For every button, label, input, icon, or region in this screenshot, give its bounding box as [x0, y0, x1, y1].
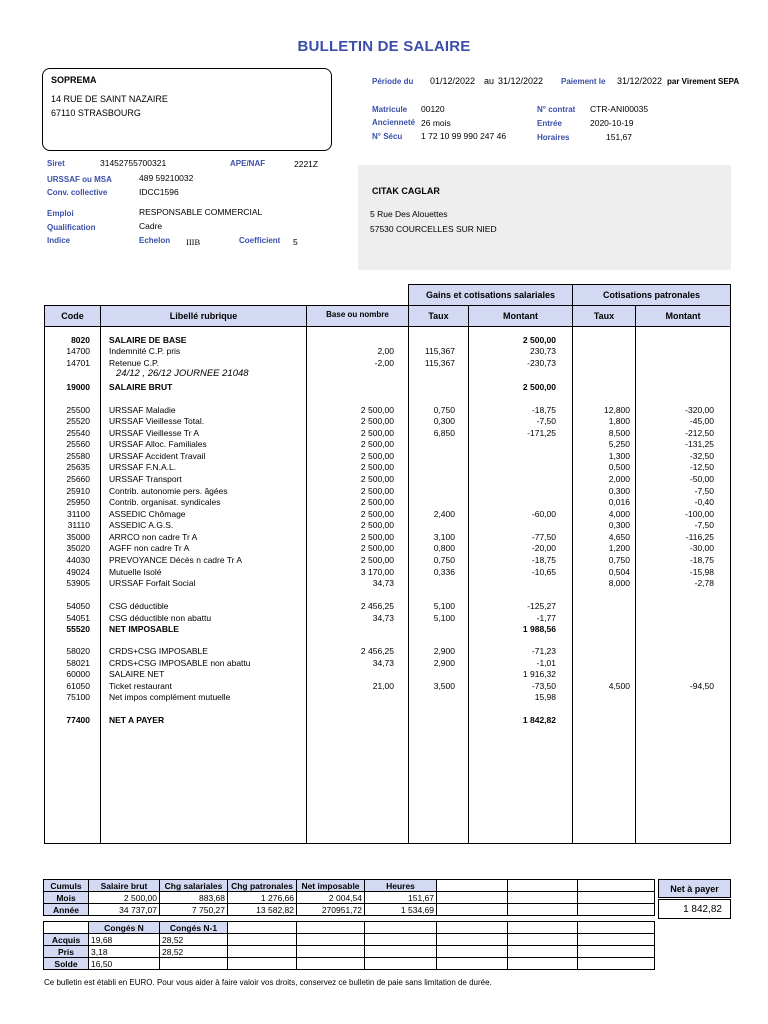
row-montant: 1 842,82: [522, 715, 556, 725]
row-label: Ticket restaurant: [109, 681, 172, 691]
row-label: URSSAF Accident Travail: [109, 451, 206, 461]
conges-solde-label: Solde: [44, 958, 89, 970]
conges-table: [43, 921, 655, 970]
row-code: 25520: [66, 416, 90, 426]
row-montant: -1,77: [536, 613, 556, 623]
conges-empty-cell: [365, 958, 437, 970]
anciennete-label: Ancienneté: [372, 118, 416, 127]
row-montant-patronal: -7,50: [694, 486, 714, 496]
row-montant: -171,25: [527, 428, 556, 438]
row-montant-patronal: -45,00: [689, 416, 714, 426]
row-montant: -10,65: [531, 567, 556, 577]
cumuls-annee-row: [44, 904, 655, 916]
conges-cell: 28,52: [160, 946, 228, 958]
row-montant-patronal: -94,50: [689, 681, 714, 691]
qualif-value: Cadre: [139, 221, 163, 231]
col-base-header: Base ou nombre: [306, 305, 409, 327]
row-montant-patronal: -12,50: [689, 462, 714, 472]
horaires-label: Horaires: [537, 133, 570, 142]
row-base: 2,00: [377, 346, 394, 356]
conges-empty-cell: [508, 958, 578, 970]
row-label: Contrib. autonomie pers. âgées: [109, 486, 228, 496]
employer-address-1: 14 RUE DE SAINT NAZAIRE: [51, 94, 168, 104]
conv-label: Conv. collective: [47, 188, 108, 197]
cumuls-empty-cell: [508, 904, 578, 916]
entree-value: 2020-10-19: [590, 118, 634, 128]
row-taux: 2,900: [433, 646, 455, 656]
row-taux: 0,750: [433, 405, 455, 415]
row-code: 53905: [66, 578, 90, 588]
indice-label: Indice: [47, 236, 71, 245]
row-label: URSSAF Vieillesse Tr A: [109, 428, 200, 438]
row-montant: 1 988,56: [522, 624, 556, 634]
row-label: URSSAF Alloc. Familiales: [109, 439, 207, 449]
conges-empty-cell: [578, 946, 655, 958]
row-montant: -60,00: [531, 509, 556, 519]
row-base: 2 500,00: [360, 509, 394, 519]
conges-empty-cell: [578, 922, 655, 934]
row-montant-patronal: -7,50: [694, 520, 714, 530]
conges-cell: 28,52: [160, 934, 228, 946]
row-label: URSSAF Vieillesse Total.: [109, 416, 205, 426]
cumuls-empty-cell: [437, 880, 508, 892]
row-taux: 3,100: [433, 532, 455, 542]
row-taux-patronal: 4,000: [608, 509, 630, 519]
conges-empty-cell: [578, 934, 655, 946]
row-montant: 2 500,00: [522, 382, 556, 392]
conges-acquis-row: [44, 934, 655, 946]
paiement-label: Paiement le: [561, 77, 606, 86]
row-code: 35000: [66, 532, 90, 542]
cumuls-header: Cumuls: [44, 880, 89, 892]
row-code: 25560: [66, 439, 90, 449]
row-taux-patronal: 1,800: [608, 416, 630, 426]
row-label: NET IMPOSABLE: [109, 624, 179, 634]
paiement-date: 31/12/2022: [617, 76, 663, 86]
contrat-value: CTR-ANI00035: [590, 104, 649, 114]
cumuls-cell: 34 737,07: [89, 904, 160, 916]
row-label: CRDS+CSG IMPOSABLE: [109, 646, 208, 656]
row-base: 2 500,00: [360, 543, 394, 553]
row-montant-patronal: -18,75: [689, 555, 714, 565]
cumuls-annee-label: Année: [44, 904, 89, 916]
conges-cell: [160, 958, 228, 970]
siret-label: Siret: [47, 159, 65, 168]
row-code: 25910: [66, 486, 90, 496]
row-code: 14700: [66, 346, 90, 356]
row-montant: -20,00: [531, 543, 556, 553]
conges-empty-cell: [228, 946, 297, 958]
cumuls-cell: 2 500,00: [89, 892, 160, 904]
row-taux: 5,100: [433, 601, 455, 611]
conges-empty-cell: [228, 958, 297, 970]
row-base: 2 500,00: [360, 405, 394, 415]
cumuls-cell: 883,68: [160, 892, 228, 904]
row-montant: 1 916,32: [522, 669, 556, 679]
footer-note: Ce bulletin est établi en EURO. Pour vous aider à faire valoir vos droits, conservez ce bulletin de paie sans limitation de durée.: [44, 978, 492, 987]
row-base: 2 500,00: [360, 462, 394, 472]
urssaf-label: URSSAF ou MSA: [47, 175, 112, 184]
row-base: -2,00: [374, 358, 394, 368]
row-base: 2 500,00: [360, 416, 394, 426]
row-label: Mutuelle Isolé: [109, 567, 162, 577]
row-code: 25635: [66, 462, 90, 472]
col-taux-header: Taux: [408, 305, 469, 327]
emploi-value: RESPONSABLE COMMERCIAL: [139, 207, 263, 217]
cumuls-empty-cell: [578, 904, 655, 916]
row-taux-patronal: 4,650: [608, 532, 630, 542]
row-taux: 0,800: [433, 543, 455, 553]
emploi-label: Emploi: [47, 209, 74, 218]
cumuls-header: Chg salariales: [160, 880, 228, 892]
row-code: 25660: [66, 474, 90, 484]
row-label: NET A PAYER: [109, 715, 165, 725]
conges-pris-label: Pris: [44, 946, 89, 958]
apenaf-value: 2221Z: [294, 159, 319, 169]
row-montant-patronal: -131,25: [685, 439, 714, 449]
row-base: 2 500,00: [360, 555, 394, 565]
group-patronal-header: Cotisations patronales: [572, 284, 731, 306]
document-title: BULLETIN DE SALAIRE: [297, 38, 471, 55]
conges-empty-cell: [365, 922, 437, 934]
cumuls-empty-cell: [578, 880, 655, 892]
echelon-value: IIIB: [186, 237, 201, 247]
row-base: 2 500,00: [360, 439, 394, 449]
cumuls-empty-cell: [508, 892, 578, 904]
coefficient-value: 5: [293, 237, 298, 247]
cumuls-cell: 270951,72: [297, 904, 365, 916]
row-code: 77400: [66, 715, 90, 725]
row-base: 2 456,25: [360, 646, 394, 656]
row-label: URSSAF Forfait Social: [109, 578, 196, 588]
row-montant-patronal: -100,00: [685, 509, 714, 519]
entree-label: Entrée: [537, 119, 562, 128]
paiement-mode: par Virement SEPA: [667, 77, 740, 86]
periode-to: 31/12/2022: [498, 76, 544, 86]
cumuls-cell: 7 750,27: [160, 904, 228, 916]
row-base: 2 456,25: [360, 601, 394, 611]
conges-empty-cell: [437, 934, 508, 946]
cumuls-empty-cell: [508, 880, 578, 892]
row-taux: 6,850: [433, 428, 455, 438]
cumuls-cell: 2 004,54: [297, 892, 365, 904]
row-taux: 3,500: [433, 681, 455, 691]
row-taux: 2,400: [433, 509, 455, 519]
coefficient-label: Coefficient: [239, 236, 281, 245]
row-code: 54051: [66, 613, 90, 623]
conges-empty-cell: [437, 922, 508, 934]
qualif-label: Qualification: [47, 223, 96, 232]
conges-empty-cell: [437, 946, 508, 958]
row-taux: 5,100: [433, 613, 455, 623]
row-code: 44030: [66, 555, 90, 565]
horaires-value: 151,67: [606, 132, 632, 142]
row-code: 25950: [66, 497, 90, 507]
conges-pris-row: [44, 946, 655, 958]
conges-empty-cell: [365, 946, 437, 958]
row-code: 31110: [67, 520, 90, 530]
row-label: CSG déductible non abattu: [109, 613, 212, 623]
conges-solde-row: [44, 958, 655, 970]
row-taux-patronal: 1,300: [608, 451, 630, 461]
row-base: 2 500,00: [360, 451, 394, 461]
row-code: 19000: [66, 382, 90, 392]
conges-acquis-label: Acquis: [44, 934, 89, 946]
conges-empty-cell: [365, 934, 437, 946]
matricule-label: Matricule: [372, 105, 408, 114]
employee-address-2: 57530 COURCELLES SUR NIED: [370, 224, 497, 234]
employee-name: CITAK CAGLAR: [372, 186, 440, 196]
row-montant: -230,73: [527, 358, 556, 368]
row-base: 34,73: [372, 578, 394, 588]
row-taux: 115,367: [424, 346, 455, 356]
employee-address-1: 5 Rue Des Alouettes: [370, 209, 448, 219]
row-label: Net impos complément mutuelle: [109, 692, 231, 702]
row-label: ASSEDIC Chômage: [109, 509, 186, 519]
row-montant: -7,50: [536, 416, 556, 426]
conges-empty-cell: [297, 934, 365, 946]
cumuls-table: [43, 879, 655, 916]
row-code: 31100: [66, 509, 90, 519]
siret-value: 31452755700321: [100, 158, 167, 168]
col-libelle-header: Libellé rubrique: [100, 305, 307, 327]
col-montant-p-header: Montant: [635, 305, 731, 327]
row-taux-patronal: 0,016: [608, 497, 630, 507]
periode-au-label: au: [484, 76, 495, 86]
row-label: Contrib. organisat. syndicales: [109, 497, 221, 507]
row-taux-patronal: 2,000: [608, 474, 630, 484]
cumuls-empty-cell: [437, 892, 508, 904]
row-label: ASSEDIC A.G.S.: [109, 520, 174, 530]
row-taux-patronal: 1,200: [608, 543, 630, 553]
row-label: CRDS+CSG IMPOSABLE non abattu: [109, 658, 251, 668]
conges-header-row: [44, 922, 655, 934]
row-montant: -18,75: [531, 405, 556, 415]
col-montant-header: Montant: [468, 305, 573, 327]
echelon-label: Echelon: [139, 236, 171, 245]
row-code: 58020: [66, 646, 90, 656]
row-base: 2 500,00: [360, 520, 394, 530]
row-montant: -1,01: [536, 658, 556, 668]
row-code: 25500: [66, 405, 90, 415]
row-label: PREVOYANCE Décès n cadre Tr A: [109, 555, 243, 565]
row-code: 58021: [66, 658, 90, 668]
matricule-value: 00120: [421, 104, 445, 114]
conv-value: IDCC1596: [139, 187, 179, 197]
conges-empty-cell: [508, 946, 578, 958]
cumuls-header-row: [44, 880, 655, 892]
row-code: 14701: [66, 358, 90, 368]
row-montant-patronal: -32,50: [689, 451, 714, 461]
conges-header: Congés N-1: [160, 922, 228, 934]
urssaf-value: 489 59210032: [139, 173, 194, 183]
conges-empty-cell: [297, 958, 365, 970]
cumuls-cell: 1 276,66: [228, 892, 297, 904]
row-montant-patronal: -116,25: [685, 532, 714, 542]
row-taux-patronal: 4,500: [608, 681, 630, 691]
row-montant-patronal: -0,40: [694, 497, 714, 507]
cumuls-mois-label: Mois: [44, 892, 89, 904]
row-taux-patronal: 0,300: [608, 520, 630, 530]
row-code: 61050: [66, 681, 90, 691]
row-taux: 0,750: [433, 555, 455, 565]
row-montant-patronal: -30,00: [689, 543, 714, 553]
row-label: URSSAF Maladie: [109, 405, 176, 415]
row-label: URSSAF F.N.A.L.: [109, 462, 177, 472]
row-taux-patronal: 8,000: [608, 578, 630, 588]
row-label: SALAIRE BRUT: [109, 382, 173, 392]
contrat-label: N° contrat: [537, 105, 576, 114]
conges-cell: 16,50: [89, 958, 160, 970]
row-montant: -71,23: [531, 646, 556, 656]
row-base: 2 500,00: [360, 497, 394, 507]
anciennete-value: 26 mois: [421, 118, 451, 128]
row-montant-patronal: -50,00: [689, 474, 714, 484]
conges-empty-cell: [508, 922, 578, 934]
cumuls-header: Chg patronales: [228, 880, 297, 892]
row-label: AGFF non cadre Tr A: [109, 543, 190, 553]
col-code-header: Code: [44, 305, 101, 327]
conges-empty-cell: [437, 958, 508, 970]
row-label: Retenue C.P.: [109, 358, 159, 368]
row-base: 2 500,00: [360, 532, 394, 542]
apenaf-label: APE/NAF: [230, 159, 266, 168]
conges-cell: 3,18: [89, 946, 160, 958]
conges-empty-cell: [578, 958, 655, 970]
row-taux: 0,336: [433, 567, 455, 577]
cumuls-cell: 13 582,82: [228, 904, 297, 916]
row-montant-patronal: -212,50: [685, 428, 714, 438]
cumuls-empty-cell: [437, 904, 508, 916]
row-base: 34,73: [372, 658, 394, 668]
row-montant: 2 500,00: [522, 335, 556, 345]
cumuls-header: Net imposable: [297, 880, 365, 892]
row-base: 2 500,00: [360, 486, 394, 496]
comment-line: 24/12 , 26/12 JOURNEE 21048: [116, 368, 249, 379]
row-taux-patronal: 0,500: [608, 462, 630, 472]
cumuls-mois-row: [44, 892, 655, 904]
conges-header: Congés N: [89, 922, 160, 934]
row-montant: -125,27: [527, 601, 556, 611]
row-code: 25580: [66, 451, 90, 461]
row-base: 34,73: [372, 613, 394, 623]
row-label: CSG déductible: [109, 601, 169, 611]
row-label: Indemnité C.P. pris: [109, 346, 181, 356]
row-taux-patronal: 0,504: [608, 567, 630, 577]
row-code: 55520: [66, 624, 90, 634]
conges-empty-cell: [297, 922, 365, 934]
net-a-payer-label: Net à payer: [658, 879, 731, 898]
row-code: 60000: [66, 669, 90, 679]
secu-value: 1 72 10 99 990 247 46: [421, 131, 507, 141]
periode-label: Période du: [372, 77, 414, 86]
cumuls-cell: 1 534,69: [365, 904, 437, 916]
group-salarial-header: Gains et cotisations salariales: [408, 284, 573, 306]
row-code: 25540: [66, 428, 90, 438]
row-taux: 2,900: [433, 658, 455, 668]
row-taux: 115,367: [424, 358, 455, 368]
row-base: 3 170,00: [360, 567, 394, 577]
conges-corner: [44, 922, 89, 934]
row-code: 49024: [66, 567, 90, 577]
row-label: URSSAF Transport: [109, 474, 182, 484]
cumuls-header: Heures: [365, 880, 437, 892]
cumuls-empty-cell: [578, 892, 655, 904]
row-montant-patronal: -15,98: [689, 567, 714, 577]
employer-name: SOPREMA: [51, 75, 97, 85]
row-taux: 0,300: [433, 416, 455, 426]
row-base: 2 500,00: [360, 474, 394, 484]
cumuls-cell: 151,67: [365, 892, 437, 904]
row-taux-patronal: 8,500: [608, 428, 630, 438]
row-label: SALAIRE DE BASE: [109, 335, 187, 345]
periode-from: 01/12/2022: [430, 76, 476, 86]
row-taux-patronal: 5,250: [608, 439, 630, 449]
conges-empty-cell: [228, 934, 297, 946]
conges-empty-cell: [297, 946, 365, 958]
row-montant: -77,50: [531, 532, 556, 542]
employer-address-2: 67110 STRASBOURG: [51, 108, 141, 118]
row-taux-patronal: 0,750: [608, 555, 630, 565]
row-montant: 15,98: [534, 692, 556, 702]
row-taux-patronal: 0,300: [608, 486, 630, 496]
row-label: SALAIRE NET: [109, 669, 165, 679]
row-base: 21,00: [372, 681, 394, 691]
row-label: ARRCO non cadre Tr A: [109, 532, 198, 542]
col-taux-p-header: Taux: [572, 305, 636, 327]
row-base: 2 500,00: [360, 428, 394, 438]
conges-empty-cell: [508, 934, 578, 946]
row-montant-patronal: -320,00: [685, 405, 714, 415]
cumuls-header: Salaire brut: [89, 880, 160, 892]
row-code: 35020: [66, 543, 90, 553]
row-code: 8020: [71, 335, 90, 345]
row-taux-patronal: 12,800: [604, 405, 630, 415]
row-code: 54050: [66, 601, 90, 611]
conges-empty-cell: [228, 922, 297, 934]
secu-label: N° Sécu: [372, 132, 403, 141]
row-montant-patronal: -2,78: [694, 578, 714, 588]
net-a-payer-value: 1 842,82: [658, 899, 731, 919]
row-montant: -73,50: [531, 681, 556, 691]
row-montant: -18,75: [531, 555, 556, 565]
conges-cell: 19,68: [89, 934, 160, 946]
row-montant: 230,73: [530, 346, 556, 356]
row-code: 75100: [66, 692, 90, 702]
